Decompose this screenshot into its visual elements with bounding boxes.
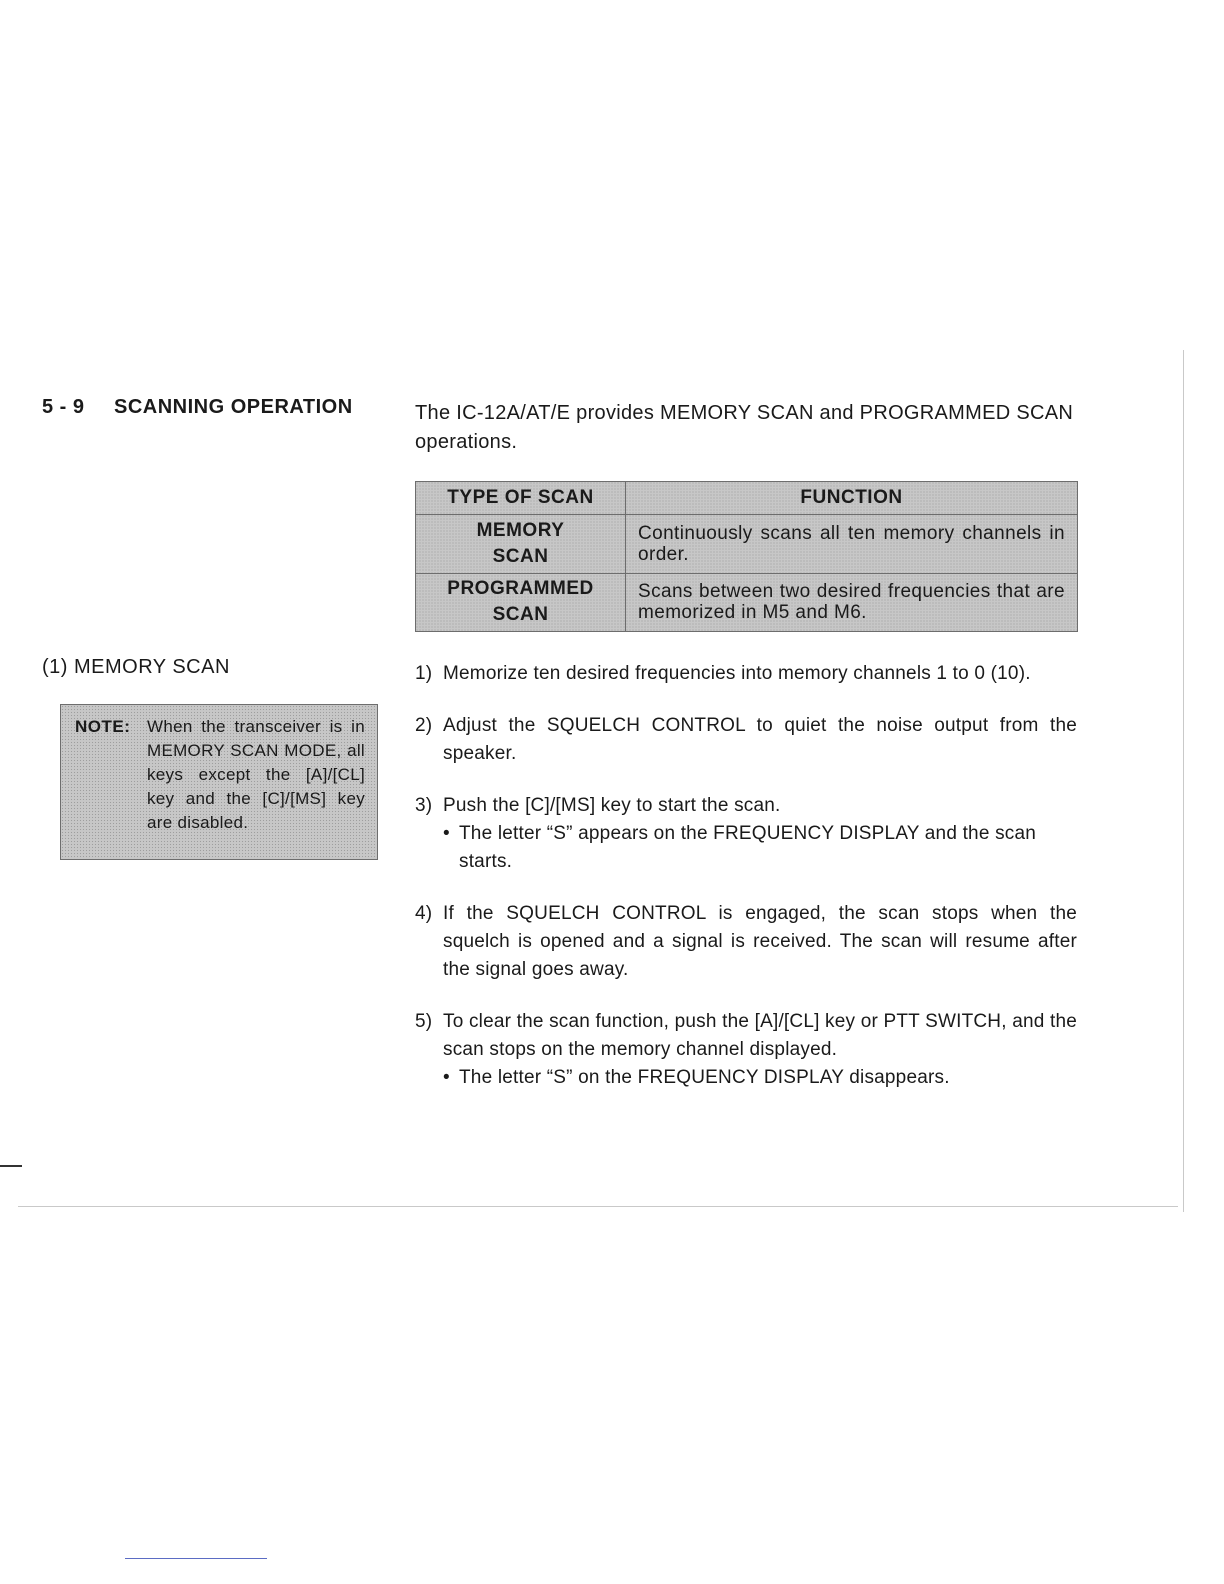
step-text: Push the [C]/[MS] key to start the scan. (443, 795, 781, 816)
list-item (415, 660, 1077, 688)
list-item (415, 900, 1077, 984)
bullet-icon: • (443, 823, 450, 844)
step-text: Adjust the SQUELCH CONTROL to quiet the noise output from the speaker. (443, 715, 1077, 764)
step-bullet (443, 820, 1077, 876)
table-row (416, 515, 1078, 574)
bullet-icon: • (443, 1067, 450, 1088)
table-cell-type (416, 515, 626, 574)
note-text: When the transceiver is in MEMORY SCAN MODE, all keys except the [A]/[CL] key and the [C]/[MS] key are disabled. (147, 717, 365, 832)
table-cell-type (416, 573, 626, 632)
step-number: 5) (415, 1011, 433, 1032)
type-line: MEMORY (476, 519, 565, 541)
bullet-text: The letter “S” on the FREQUENCY DISPLAY disappears. (459, 1067, 950, 1088)
bottom-rule (18, 1206, 1178, 1207)
type-line: PROGRAMMED (447, 578, 594, 600)
right-rule (1183, 350, 1184, 1212)
section-title: SCANNING OPERATION (114, 396, 353, 418)
note-label: NOTE: (75, 717, 131, 736)
intro-paragraph: The IC-12A/AT/E provides MEMORY SCAN and PROGRAMMED SCAN operations. (415, 402, 1074, 453)
table-header-row (416, 482, 1078, 515)
step-number: 1) (415, 663, 433, 684)
step-text: To clear the scan function, push the [A]/[CL] key or PTT SWITCH, and the scan stops on the memory channel displayed. (443, 1011, 1077, 1060)
subsection-heading: (1) MEMORY SCAN (42, 656, 230, 678)
note-box (60, 704, 378, 860)
list-item (415, 792, 1077, 876)
list-item (415, 1008, 1077, 1092)
table-header-type: TYPE OF SCAN (416, 482, 626, 515)
step-number: 2) (415, 715, 433, 736)
footer-rule (125, 1558, 267, 1559)
step-number: 3) (415, 795, 433, 816)
list-item (415, 712, 1077, 768)
step-text: If the SQUELCH CONTROL is engaged, the scan stops when the squelch is opened and a signal is received. The scan will resume after the signal goes away. (443, 903, 1077, 980)
steps-list (415, 660, 1077, 1116)
table-header-function: FUNCTION (626, 482, 1078, 515)
step-number: 4) (415, 903, 433, 924)
section-heading (42, 396, 353, 419)
margin-mark (0, 1165, 22, 1167)
type-line: SCAN (492, 604, 549, 626)
step-text: Memorize ten desired frequencies into memory channels 1 to 0 (10). (443, 663, 1031, 684)
step-bullet (443, 1064, 1077, 1092)
table-row (416, 573, 1078, 632)
section-number: 5 - 9 (42, 396, 85, 418)
table-cell-function: Scans between two desired frequencies that are memorized in M5 and M6. (626, 573, 1078, 632)
scan-types-table (415, 481, 1078, 632)
type-line: SCAN (492, 545, 549, 567)
bullet-text: The letter “S” appears on the FREQUENCY DISPLAY and the scan starts. (459, 823, 1036, 872)
table-cell-function: Continuously scans all ten memory channels in order. (626, 515, 1078, 574)
